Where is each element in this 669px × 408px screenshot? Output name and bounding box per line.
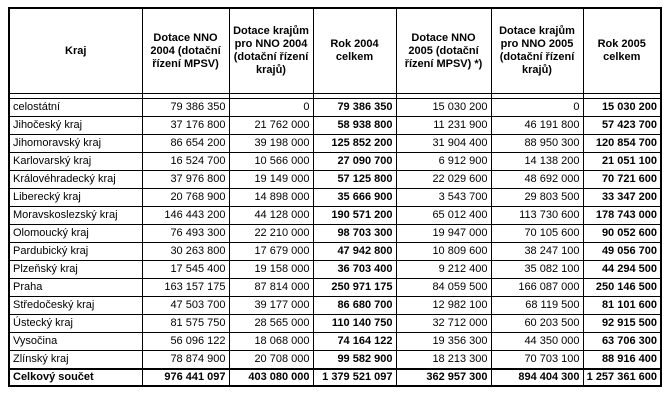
- cell-kraje-2004: 28 565 000: [229, 315, 313, 333]
- table-row: [9, 333, 661, 351]
- cell-total-2004: 125 852 200: [313, 135, 396, 153]
- cell-total-2004: 250 971 175: [313, 279, 396, 297]
- cell-total-2005: 57 423 700: [583, 117, 661, 135]
- cell-kraje-2005: 60 203 500: [491, 315, 583, 333]
- cell-nno-2004-mpsv: 86 654 200: [142, 135, 229, 153]
- cell-nno-2005-mpsv: 31 904 400: [396, 135, 491, 153]
- table-row: [9, 351, 661, 370]
- cell-total-2004: 99 582 900: [313, 351, 396, 370]
- cell-kraje-2005: 48 692 000: [491, 171, 583, 189]
- header-nno-2005-mpsv: Dotace NNO 2005 (dotační řízení MPSV) *): [396, 8, 491, 94]
- cell-region: Královéhradecký kraj: [9, 171, 142, 189]
- cell-kraje-2005: 44 350 000: [491, 333, 583, 351]
- table-row: [9, 99, 661, 117]
- cell-nno-2004-mpsv: 78 874 900: [142, 351, 229, 370]
- cell-total-2005: 33 347 200: [583, 189, 661, 207]
- cell-total-2004: 27 090 700: [313, 153, 396, 171]
- cell-kraje-2005: 46 191 800: [491, 117, 583, 135]
- header-kraje-2005: Dotace krajům pro NNO 2005 (dotační řízení krajů): [491, 8, 583, 94]
- cell-kraje-2004: 0: [229, 99, 313, 117]
- cell-nno-2005-mpsv: 19 947 000: [396, 225, 491, 243]
- cell-kraje-2004: 20 708 000: [229, 351, 313, 370]
- header-row: [9, 8, 661, 94]
- cell-kraje-2004: 39 177 000: [229, 297, 313, 315]
- cell-total-2005: 88 916 400: [583, 351, 661, 370]
- cell-total-2005: 81 101 600: [583, 297, 661, 315]
- cell-region: Praha: [9, 279, 142, 297]
- cell-region: Vysočina: [9, 333, 142, 351]
- cell-region: Jihočeský kraj: [9, 117, 142, 135]
- cell-nno-2005-mpsv: 11 231 900: [396, 117, 491, 135]
- cell-region: Zlínský kraj: [9, 351, 142, 370]
- cell-kraje-2005: 70 703 100: [491, 351, 583, 370]
- cell-total-2004: 86 680 700: [313, 297, 396, 315]
- cell-kraje-2004: 39 198 000: [229, 135, 313, 153]
- cell-region: celostátní: [9, 99, 142, 117]
- cell-region: Ústecký kraj: [9, 315, 142, 333]
- cell-nno-2004-mpsv: 17 545 400: [142, 261, 229, 279]
- header-total-2005: Rok 2005 celkem: [583, 8, 661, 94]
- cell-kraje-2004: 21 762 000: [229, 117, 313, 135]
- cell-total-2004: 58 938 800: [313, 117, 396, 135]
- cell-nno-2004-mpsv: 47 503 700: [142, 297, 229, 315]
- cell-nno-2005-mpsv: 9 212 400: [396, 261, 491, 279]
- cell-total-2004: 79 386 350: [313, 99, 396, 117]
- cell-nno-2004-mpsv: 81 575 750: [142, 315, 229, 333]
- cell-kraje-2004: 19 158 000: [229, 261, 313, 279]
- table-row: [9, 261, 661, 279]
- total-total-2005: 1 257 361 600: [583, 369, 661, 386]
- cell-total-2005: 15 030 200: [583, 99, 661, 117]
- header-nno-2004-mpsv: Dotace NNO 2004 (dotační řízení MPSV): [142, 8, 229, 94]
- cell-nno-2004-mpsv: 20 768 900: [142, 189, 229, 207]
- cell-kraje-2005: 29 803 500: [491, 189, 583, 207]
- cell-nno-2005-mpsv: 84 059 500: [396, 279, 491, 297]
- header-total-2004: Rok 2004 celkem: [313, 8, 396, 94]
- cell-total-2005: 178 743 000: [583, 207, 661, 225]
- cell-nno-2005-mpsv: 65 012 400: [396, 207, 491, 225]
- cell-region: Liberecký kraj: [9, 189, 142, 207]
- cell-total-2005: 70 721 600: [583, 171, 661, 189]
- table-row: [9, 315, 661, 333]
- table-row: [9, 153, 661, 171]
- table-row: [9, 225, 661, 243]
- cell-nno-2004-mpsv: 30 263 800: [142, 243, 229, 261]
- cell-nno-2004-mpsv: 146 443 200: [142, 207, 229, 225]
- cell-nno-2004-mpsv: 37 976 800: [142, 171, 229, 189]
- cell-total-2005: 63 706 300: [583, 333, 661, 351]
- table-row: [9, 243, 661, 261]
- cell-nno-2005-mpsv: 18 213 300: [396, 351, 491, 370]
- cell-nno-2004-mpsv: 56 096 122: [142, 333, 229, 351]
- cell-nno-2005-mpsv: 32 712 000: [396, 315, 491, 333]
- table-row: [9, 171, 661, 189]
- table-row: [9, 279, 661, 297]
- cell-kraje-2005: 68 119 500: [491, 297, 583, 315]
- cell-nno-2004-mpsv: 37 176 800: [142, 117, 229, 135]
- cell-region: Plzeňský kraj: [9, 261, 142, 279]
- cell-region: Olomoucký kraj: [9, 225, 142, 243]
- cell-nno-2005-mpsv: 22 029 600: [396, 171, 491, 189]
- cell-nno-2005-mpsv: 19 356 300: [396, 333, 491, 351]
- cell-kraje-2005: 14 138 200: [491, 153, 583, 171]
- total-row: [9, 369, 661, 386]
- cell-kraje-2005: 70 105 600: [491, 225, 583, 243]
- cell-total-2005: 49 056 700: [583, 243, 661, 261]
- cell-nno-2005-mpsv: 12 982 100: [396, 297, 491, 315]
- total-nno-2005-mpsv: 362 957 300: [396, 369, 491, 386]
- table-row: [9, 207, 661, 225]
- cell-kraje-2004: 19 149 000: [229, 171, 313, 189]
- cell-region: Středočeský kraj: [9, 297, 142, 315]
- cell-nno-2004-mpsv: 16 524 700: [142, 153, 229, 171]
- cell-total-2004: 110 140 750: [313, 315, 396, 333]
- cell-region: Moravskoslezský kraj: [9, 207, 142, 225]
- cell-nno-2005-mpsv: 10 809 600: [396, 243, 491, 261]
- cell-kraje-2005: 113 730 600: [491, 207, 583, 225]
- total-kraje-2005: 894 404 300: [491, 369, 583, 386]
- cell-total-2005: 21 051 100: [583, 153, 661, 171]
- cell-kraje-2004: 17 679 000: [229, 243, 313, 261]
- cell-nno-2004-mpsv: 163 157 175: [142, 279, 229, 297]
- cell-total-2004: 74 164 122: [313, 333, 396, 351]
- cell-kraje-2005: 88 950 300: [491, 135, 583, 153]
- cell-total-2004: 35 666 900: [313, 189, 396, 207]
- cell-kraje-2004: 18 068 000: [229, 333, 313, 351]
- cell-kraje-2004: 44 128 000: [229, 207, 313, 225]
- total-total-2004: 1 379 521 097: [313, 369, 396, 386]
- table-row: [9, 135, 661, 153]
- cell-total-2005: 92 915 500: [583, 315, 661, 333]
- header-kraj: Kraj: [9, 8, 142, 94]
- total-nno-2004-mpsv: 976 441 097: [142, 369, 229, 386]
- subsidy-table: [8, 7, 662, 387]
- table-row: [9, 117, 661, 135]
- cell-total-2004: 98 703 300: [313, 225, 396, 243]
- cell-kraje-2004: 87 814 000: [229, 279, 313, 297]
- total-label: Celkový součet: [9, 369, 142, 386]
- cell-region: Jihomoravský kraj: [9, 135, 142, 153]
- cell-total-2005: 120 854 700: [583, 135, 661, 153]
- cell-total-2004: 190 571 200: [313, 207, 396, 225]
- cell-kraje-2005: 38 247 100: [491, 243, 583, 261]
- cell-nno-2005-mpsv: 15 030 200: [396, 99, 491, 117]
- cell-region: Pardubický kraj: [9, 243, 142, 261]
- cell-total-2005: 90 052 600: [583, 225, 661, 243]
- cell-kraje-2004: 22 210 000: [229, 225, 313, 243]
- cell-total-2004: 57 125 800: [313, 171, 396, 189]
- table-row: [9, 189, 661, 207]
- table-row: [9, 297, 661, 315]
- cell-nno-2004-mpsv: 79 386 350: [142, 99, 229, 117]
- header-kraje-2004: Dotace krajům pro NNO 2004 (dotační řízení krajů): [229, 8, 313, 94]
- cell-total-2004: 36 703 400: [313, 261, 396, 279]
- cell-nno-2005-mpsv: 3 543 700: [396, 189, 491, 207]
- total-kraje-2004: 403 080 000: [229, 369, 313, 386]
- cell-kraje-2005: 166 087 000: [491, 279, 583, 297]
- cell-total-2004: 47 942 800: [313, 243, 396, 261]
- cell-kraje-2004: 10 566 000: [229, 153, 313, 171]
- cell-kraje-2004: 14 898 000: [229, 189, 313, 207]
- cell-kraje-2005: 35 082 100: [491, 261, 583, 279]
- cell-nno-2004-mpsv: 76 493 300: [142, 225, 229, 243]
- cell-region: Karlovarský kraj: [9, 153, 142, 171]
- cell-total-2005: 250 146 500: [583, 279, 661, 297]
- cell-kraje-2005: 0: [491, 99, 583, 117]
- cell-total-2005: 44 294 500: [583, 261, 661, 279]
- cell-nno-2005-mpsv: 6 912 900: [396, 153, 491, 171]
